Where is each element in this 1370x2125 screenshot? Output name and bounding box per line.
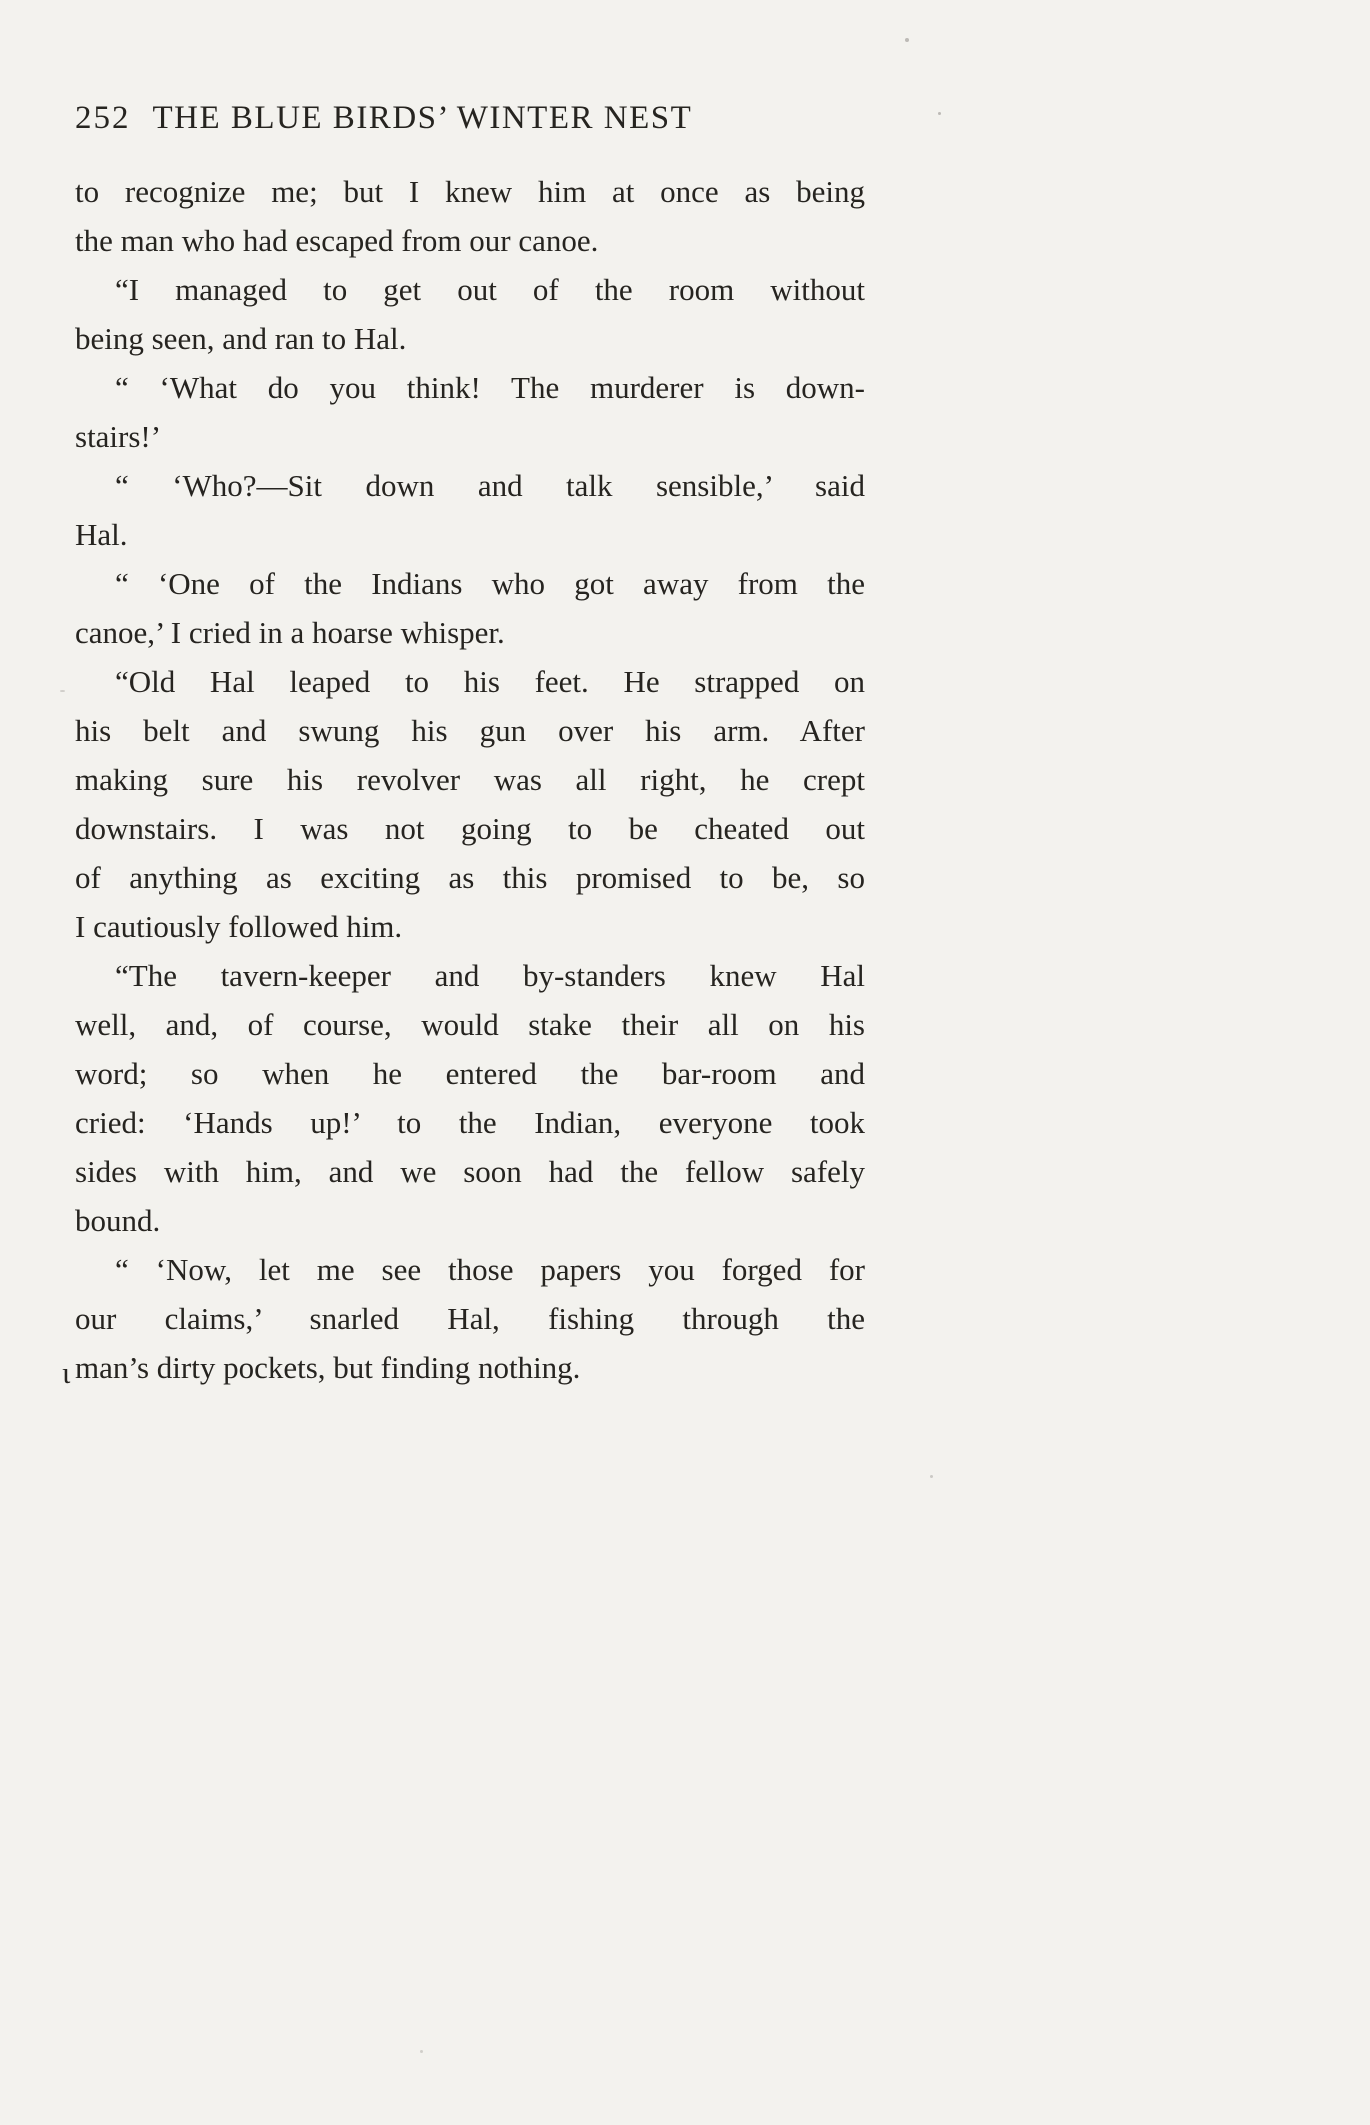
paragraph bbox=[75, 559, 865, 657]
text-line: “ ‘Who?—Sit down and talk sensible,’ said bbox=[115, 468, 865, 503]
text-line: to recognize me; but I knew him at once as being bbox=[75, 174, 865, 209]
text-line: bound. bbox=[75, 1203, 161, 1238]
scan-speck bbox=[420, 2050, 423, 2053]
text-line: “ ‘What do you think! The murderer is down- bbox=[115, 370, 865, 405]
text-line: sides with him, and we soon had the fellow safely bbox=[75, 1154, 865, 1189]
text-line: word; so when he entered the bar-room and bbox=[75, 1056, 865, 1091]
text-line: Hal. bbox=[75, 517, 128, 552]
scan-speck bbox=[60, 690, 65, 692]
scan-speck bbox=[905, 38, 909, 42]
text-line: well, and, of course, would stake their all on his bbox=[75, 1007, 865, 1042]
paragraph bbox=[75, 363, 865, 461]
text-line: our claims,’ snarled Hal, fishing through the bbox=[75, 1301, 865, 1336]
paragraph bbox=[75, 461, 865, 559]
text-line: canoe,’ I cried in a hoarse whisper. bbox=[75, 615, 505, 650]
text-line: “ ‘One of the Indians who got away from the bbox=[115, 566, 865, 601]
paragraph bbox=[75, 951, 865, 1245]
text-line: his belt and swung his gun over his arm. After bbox=[75, 713, 865, 748]
text-line: “I managed to get out of the room without bbox=[115, 272, 865, 307]
text-line: “Old Hal leaped to his feet. He strapped on bbox=[115, 664, 865, 699]
paragraph bbox=[75, 265, 865, 363]
paragraph bbox=[75, 1245, 865, 1392]
page-header bbox=[75, 100, 865, 137]
text-line: I cautiously followed him. bbox=[75, 909, 403, 944]
text-line: cried: ‘Hands up!’ to the Indian, everyone took bbox=[75, 1105, 865, 1140]
text-line: the man who had escaped from our canoe. bbox=[75, 223, 599, 258]
scan-speck bbox=[930, 1475, 933, 1478]
text-line: making sure his revolver was all right, he crept bbox=[75, 762, 865, 797]
page-body bbox=[75, 167, 865, 1392]
text-line: man’s dirty pockets, but finding nothing. bbox=[75, 1350, 581, 1385]
text-line: being seen, and ran to Hal. bbox=[75, 321, 407, 356]
paragraph bbox=[75, 657, 865, 951]
text-column bbox=[75, 100, 865, 1392]
text-line: of anything as exciting as this promised to be, so bbox=[75, 860, 865, 895]
page-title: THE BLUE BIRDS’ WINTER NEST bbox=[152, 100, 693, 136]
text-line: “ ‘Now, let me see those papers you forged for bbox=[115, 1252, 865, 1287]
text-line: stairs!’ bbox=[75, 419, 162, 454]
text-line: downstairs. I was not going to be cheated out bbox=[75, 811, 865, 846]
text-line: “The tavern-keeper and by-standers knew Hal bbox=[115, 958, 865, 993]
paragraph bbox=[75, 167, 865, 265]
page-number: 252 bbox=[75, 100, 131, 136]
scan-artifact: ɩ bbox=[62, 1355, 71, 1390]
scan-speck bbox=[938, 112, 941, 115]
